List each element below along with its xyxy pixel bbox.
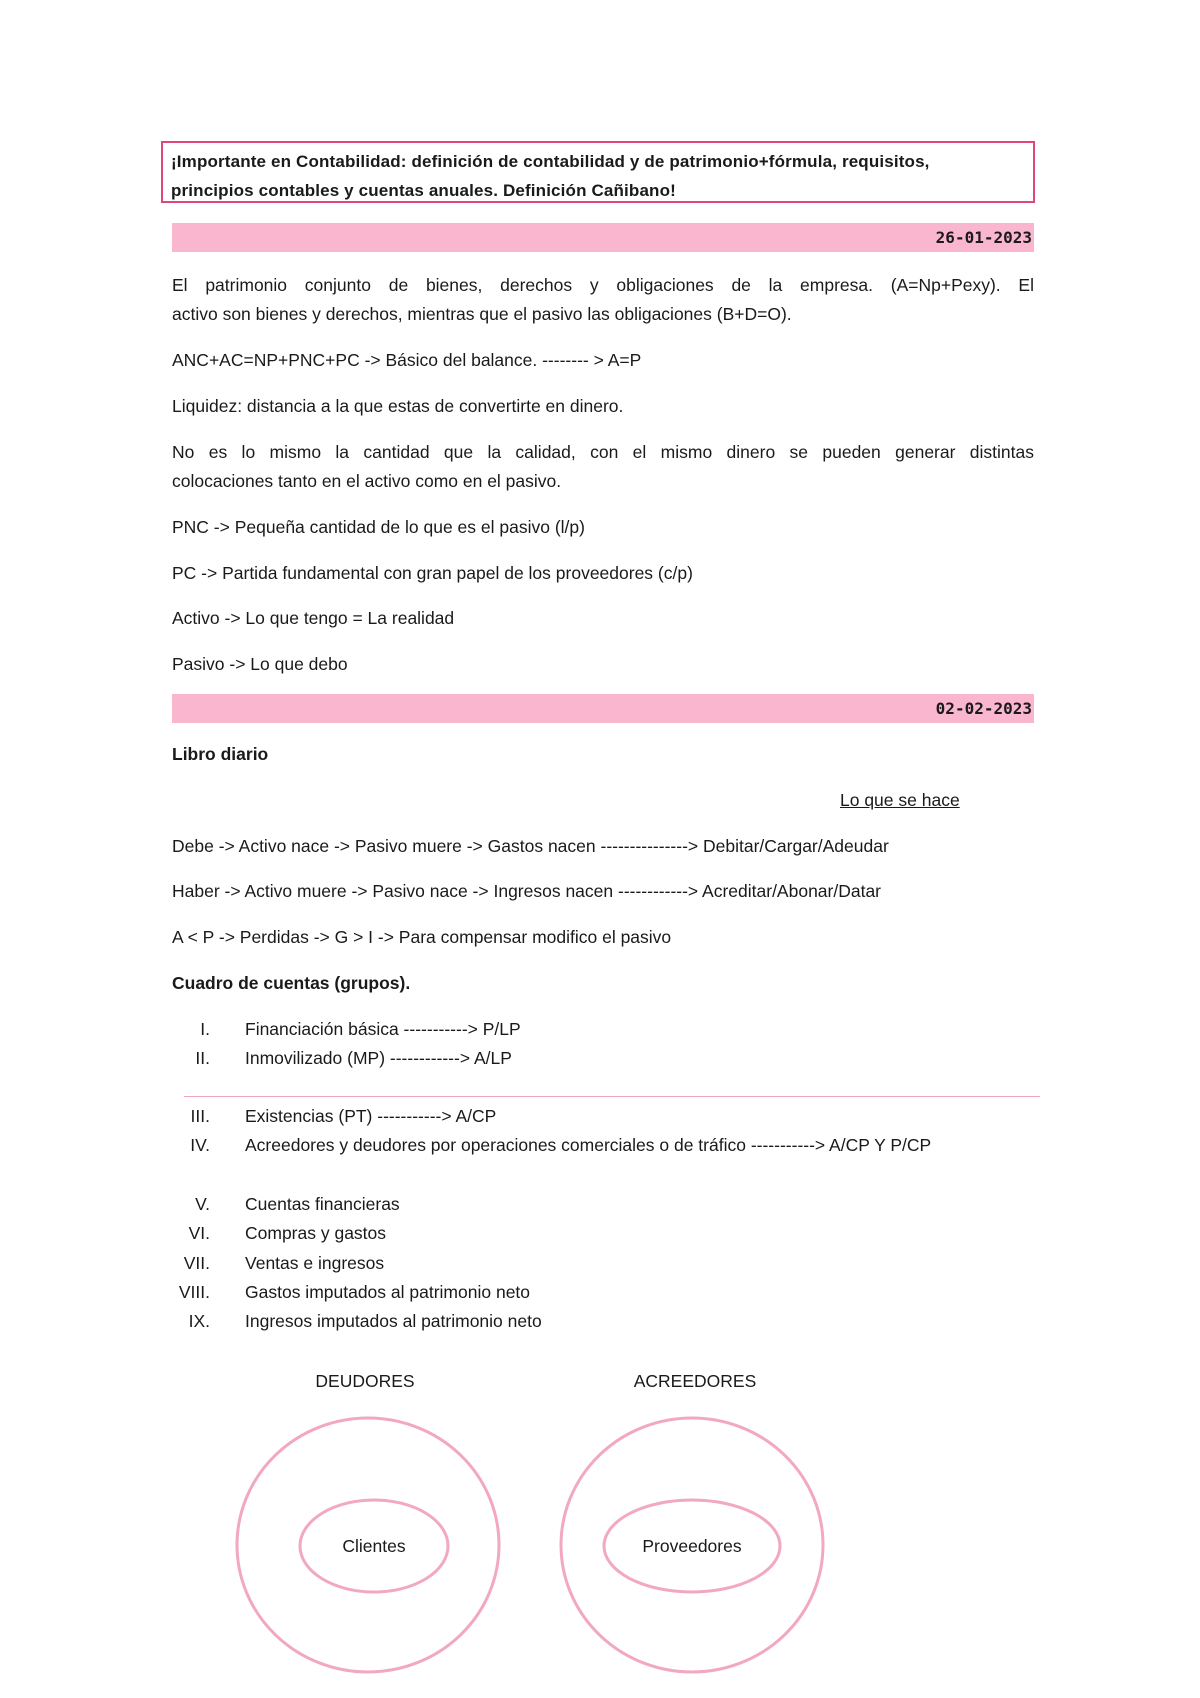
line-a-menor-p: A < P -> Perdidas -> G > I -> Para compensar modifico el pasivo <box>172 927 672 947</box>
group-text-4: Acreedores y deudores por operaciones comerciales o de tráfico -----------> A/CP Y P/CP <box>245 1135 932 1155</box>
diagram-title-deudores: DEUDORES <box>315 1371 415 1391</box>
group-text-6: Compras y gastos <box>245 1223 387 1243</box>
group-number-6: VI. <box>188 1223 210 1243</box>
group-number-8: VIII. <box>178 1282 210 1302</box>
notice-line-1: ¡Importante en Contabilidad: definición de contabilidad y de patrimonio+fórmula, requisitos, <box>171 152 930 171</box>
group-text-8: Gastos imputados al patrimonio neto <box>245 1282 531 1302</box>
line-haber: Haber -> Activo muere -> Pasivo nace -> Ingresos nacen ------------> Acreditar/Abonar/Datar <box>172 881 882 901</box>
heading-libro-diario: Libro diario <box>172 744 269 764</box>
group-number-9: IX. <box>188 1311 210 1331</box>
label-lo-que-se-hace: Lo que se hace <box>840 790 960 810</box>
paragraph-cantidad-line-2: colocaciones tanto en el activo como en el pasivo. <box>172 471 562 491</box>
group-text-1: Financiación básica -----------> P/LP <box>245 1019 521 1039</box>
diagram-label-clientes: Clientes <box>342 1536 406 1556</box>
notice-line-2: principios contables y cuentas anuales. Definición Cañibano! <box>171 181 676 200</box>
paragraph-patrimonio-line-1: El patrimonio conjunto de bienes, derechos y obligaciones de la empresa. (A=Np+Pexy). El <box>172 275 1034 295</box>
paragraph-cantidad-line-1: No es lo mismo la cantidad que la calidad, con el mismo dinero se pueden generar distintas <box>172 442 1034 462</box>
diagram-label-proveedores: Proveedores <box>642 1536 742 1556</box>
group-number-2: II. <box>195 1048 210 1068</box>
paragraph-pc: PC -> Partida fundamental con gran papel de los proveedores (c/p) <box>172 563 693 583</box>
group-number-7: VII. <box>183 1253 210 1273</box>
date-band-2: 02-02-2023 <box>172 694 1034 723</box>
group-text-7: Ventas e ingresos <box>245 1253 385 1273</box>
line-debe: Debe -> Activo nace -> Pasivo muere -> Gastos nacen ---------------> Debitar/Cargar/Adeudar <box>172 836 889 856</box>
diagram-title-acreedores: ACREEDORES <box>633 1371 757 1391</box>
group-text-3: Existencias (PT) -----------> A/CP <box>245 1106 497 1126</box>
group-number-4: IV. <box>190 1135 210 1155</box>
group-number-5: V. <box>195 1194 210 1214</box>
paragraph-pasivo: Pasivo -> Lo que debo <box>172 654 348 674</box>
group-text-5: Cuentas financieras <box>245 1194 400 1214</box>
paragraph-patrimonio-line-2: activo son bienes y derechos, mientras que el pasivo las obligaciones (B+D=O). <box>172 304 792 324</box>
paragraph-liquidez: Liquidez: distancia a la que estas de convertirte en dinero. <box>172 396 624 416</box>
group-text-2: Inmovilizado (MP) ------------> A/LP <box>245 1048 512 1068</box>
group-text-9: Ingresos imputados al patrimonio neto <box>245 1311 542 1331</box>
heading-cuadro-de-cuentas: Cuadro de cuentas (grupos). <box>172 973 411 993</box>
paragraph-pnc: PNC -> Pequeña cantidad de lo que es el pasivo (l/p) <box>172 517 585 537</box>
group-number-3: III. <box>190 1106 210 1126</box>
group-number-1: I. <box>200 1019 210 1039</box>
paragraph-balance: ANC+AC=NP+PNC+PC -> Básico del balance. -------- > A=P <box>172 350 642 370</box>
paragraph-activo: Activo -> Lo que tengo = La realidad <box>172 608 455 628</box>
date-band-1: 26-01-2023 <box>172 223 1034 252</box>
